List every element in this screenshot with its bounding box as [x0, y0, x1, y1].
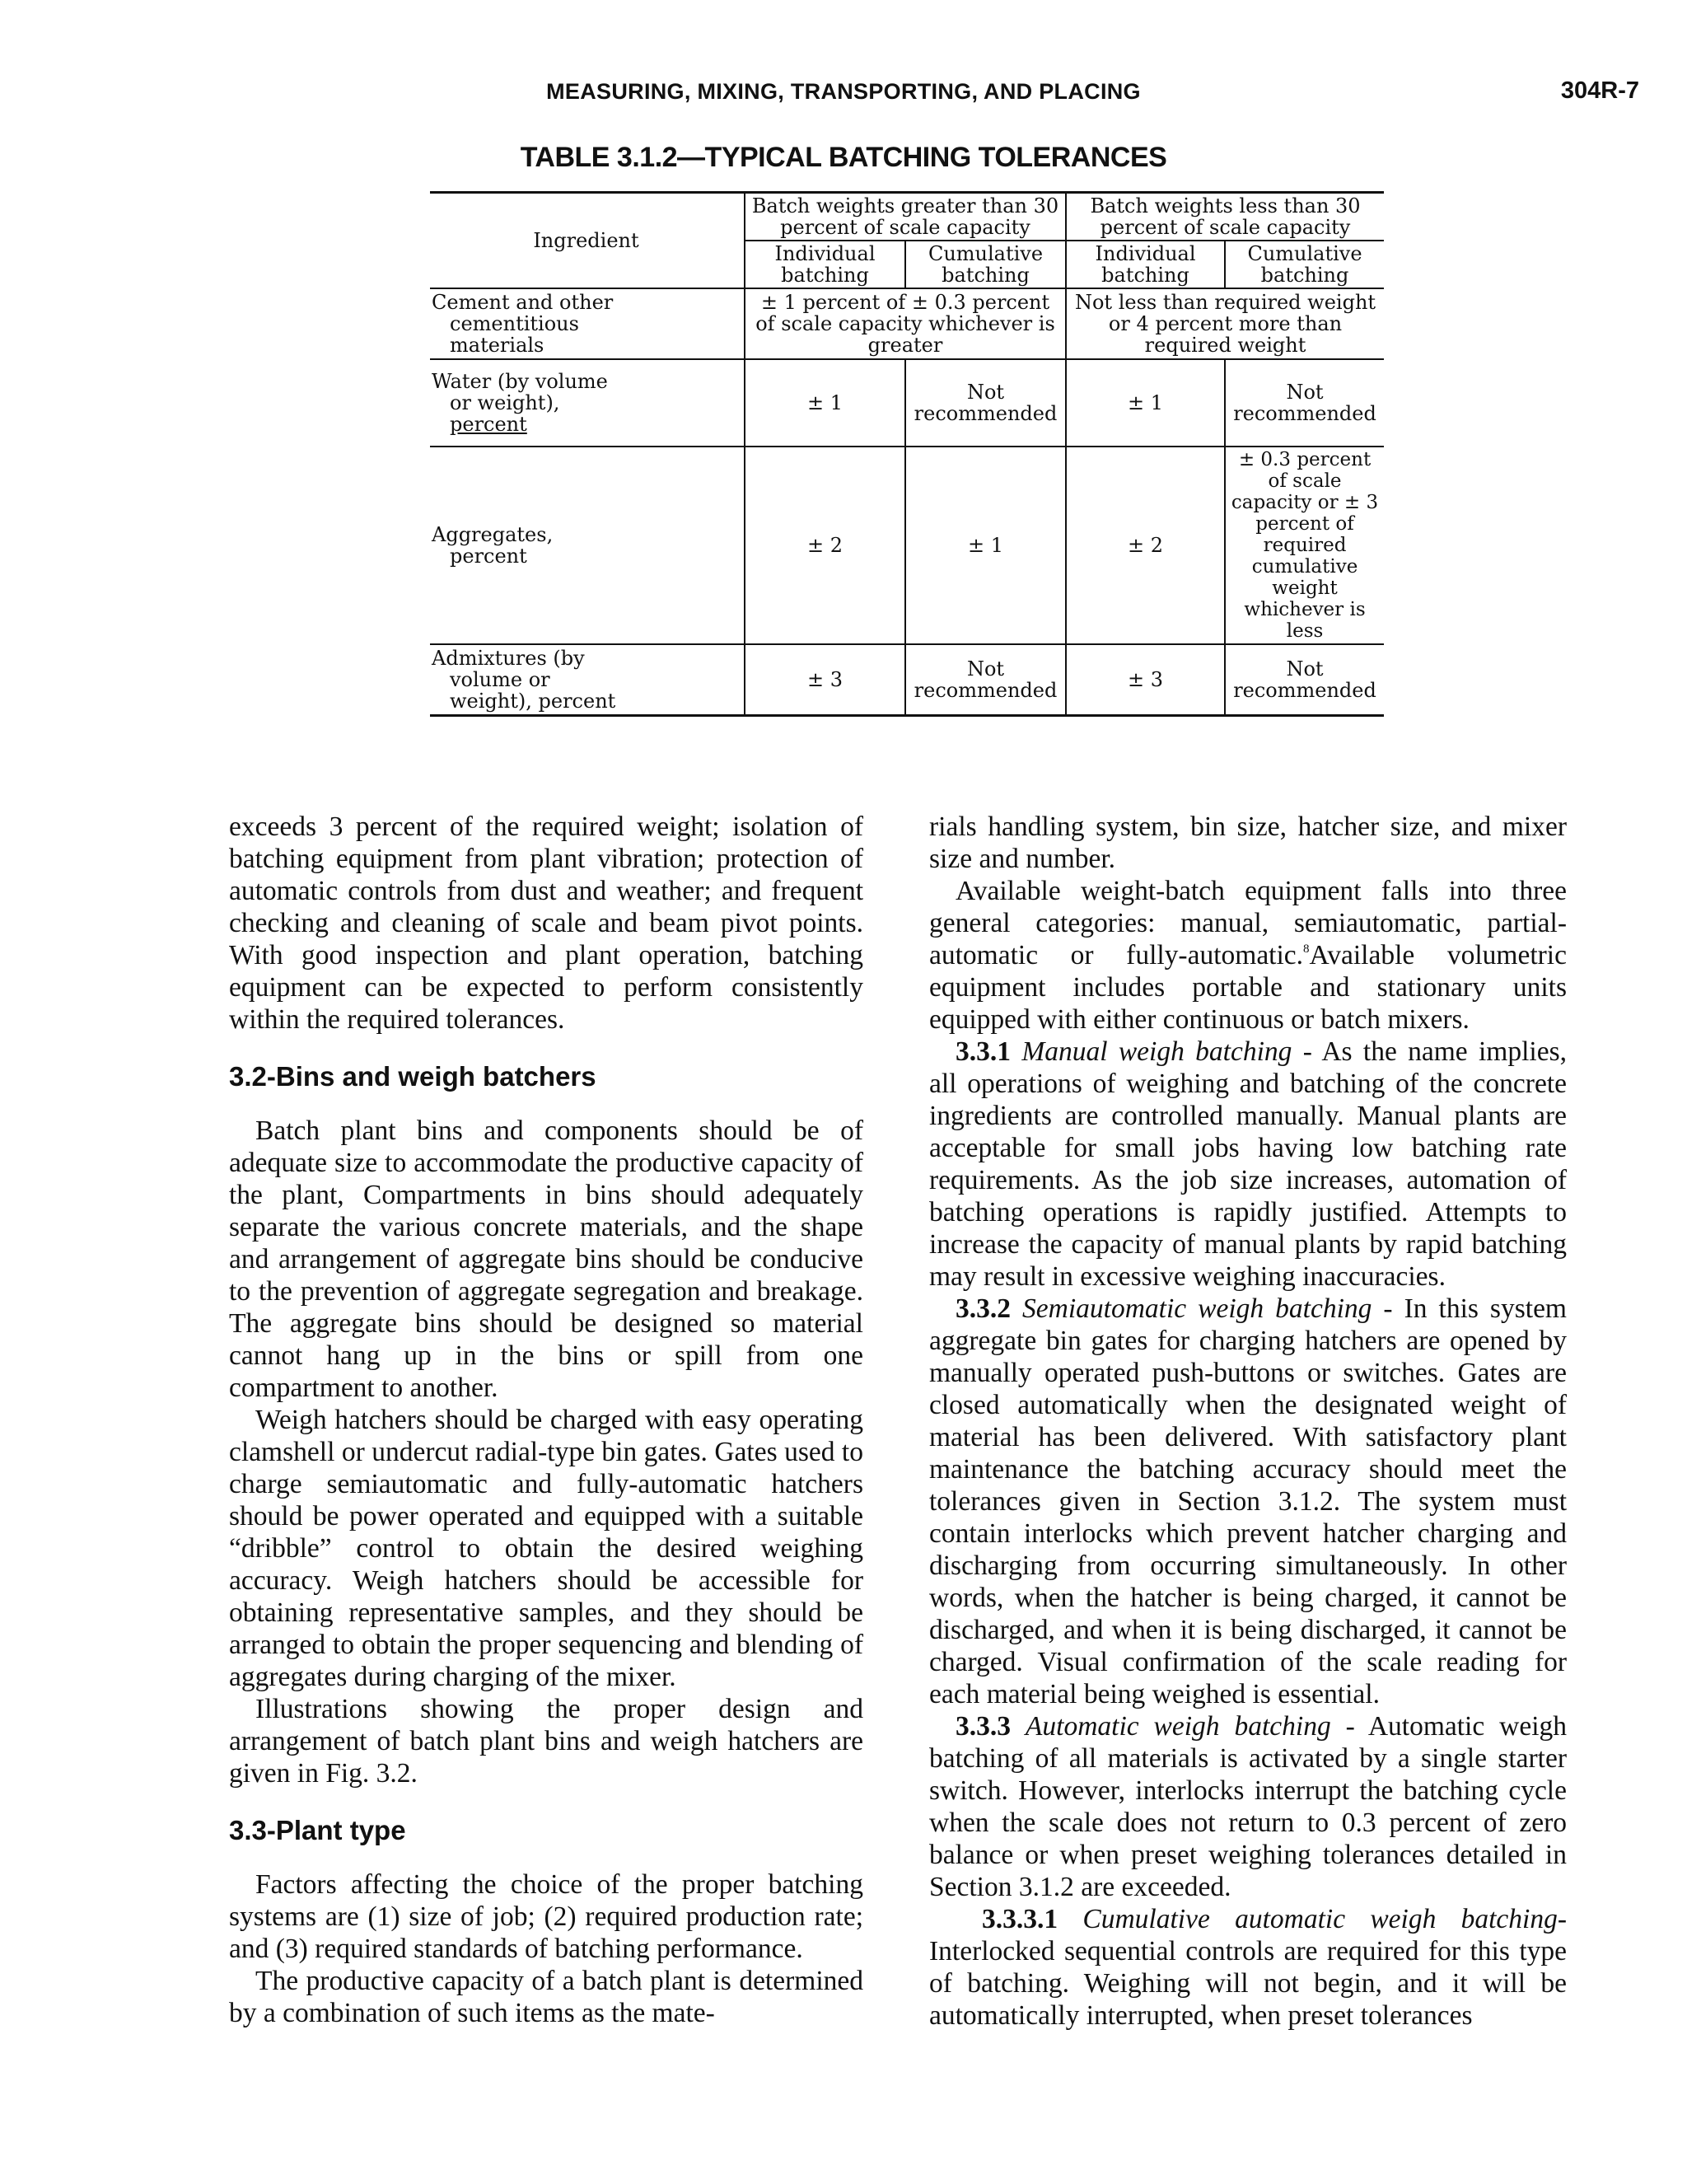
header-gt-cumulative: Cumulative batching: [905, 241, 1066, 288]
subsection-title: Semiautomatic weigh batching: [1022, 1293, 1372, 1324]
reference-marker: 8: [1303, 942, 1310, 956]
ingredient-text: Cement and other: [432, 291, 614, 314]
header-lt-cumulative: Cumulative batching: [1225, 241, 1384, 288]
water-gt-individual: ± 1: [745, 359, 905, 447]
aggregates-gt-individual: ± 2: [745, 447, 905, 644]
header-less-than-30: Batch weights less than 30 percent of scale capacity: [1066, 193, 1384, 241]
ingredient-text: percent: [450, 413, 527, 436]
left-text-column: [229, 811, 863, 2029]
cement-less-tolerance: Not less than required weight or 4 percent more than required weight: [1066, 288, 1384, 359]
ingredient-water: [430, 359, 745, 447]
table-row-water: [430, 359, 1384, 447]
page-number: 304R-7: [1560, 77, 1639, 104]
paragraph: Illustrations showing the proper design and arrangement of batch plant bins and weigh hatchers are given in Fig. 3.2.: [229, 1694, 863, 1789]
ingredient-admixtures: [430, 644, 745, 715]
subsection-number: 3.3.3: [956, 1711, 1011, 1742]
aggregates-lt-individual: ± 2: [1066, 447, 1225, 644]
subsection-number: 3.3.1: [956, 1036, 1011, 1067]
admixtures-lt-cumulative: Not recommended: [1225, 644, 1384, 715]
ingredient-text: Aggregates,: [432, 523, 554, 546]
table-row-cement: [430, 288, 1384, 359]
ingredient-text: cementitious: [450, 312, 579, 335]
paragraph: [929, 875, 1567, 1036]
subsection-3-3-3-1: [929, 1903, 1567, 2032]
ingredient-text: volume or: [450, 667, 550, 691]
paragraph-text: Available weight-batch equipment falls into three general categories: manual, semiautomatic, partial-automatic or fully-automatic.: [929, 876, 1567, 970]
ingredient-cement: [430, 288, 745, 359]
ingredient-text: or weight),: [450, 391, 560, 414]
aggregates-gt-cumulative: ± 1: [905, 447, 1066, 644]
admixtures-gt-individual: ± 3: [745, 644, 905, 715]
admixtures-gt-cumulative: Not recommended: [905, 644, 1066, 715]
ingredient-text: materials: [450, 334, 544, 357]
paragraph: Factors affecting the choice of the proper batching systems are (1) size of job; (2) required production rate; and (3) required standards of batching performance.: [229, 1869, 863, 1964]
paragraph: The productive capacity of a batch plant is determined by a combination of such items as the mate-: [229, 1966, 863, 2028]
header-gt-individual: Individual batching: [745, 241, 905, 288]
subsection-title: Automatic weigh batching: [1025, 1711, 1331, 1742]
admixtures-lt-individual: ± 3: [1066, 644, 1225, 715]
section-heading-3-3: 3.3-Plant type: [229, 1815, 406, 1845]
ingredient-text: percent: [450, 545, 527, 568]
ingredient-header: Ingredient: [430, 193, 745, 289]
paragraph-text: -Interlocked sequential controls are required for this type of batching. Weighing will not begin, and it will be automatically interrupted, when preset tolerances: [929, 1904, 1568, 2031]
water-lt-individual: ± 1: [1066, 359, 1225, 447]
table-title: TABLE 3.1.2—TYPICAL BATCHING TOLERANCES: [520, 142, 1167, 173]
subsection-3-3-2: [929, 1293, 1567, 1710]
ingredient-text: Admixtures (by: [432, 646, 585, 670]
subsection-title: Manual weigh batching: [1021, 1036, 1292, 1067]
paragraph: Batch plant bins and components should be of adequate size to accommodate the productive capacity of the plant, Compartments in bins should adequately separate the various concrete materials, and the shape and arrangement of aggregate bins should be conducive to the prevention of aggregate segregation and breakage. The aggregate bins should be designed so material cannot hang up in the bins or spill from one compartment to another.: [229, 1115, 863, 1403]
water-lt-cumulative: Not recommended: [1225, 359, 1384, 447]
header-lt-individual: Individual batching: [1066, 241, 1225, 288]
paragraph-text: Available volumetric equipment includes portable and stationary units equipped with either continuous or batch mixers.: [929, 940, 1567, 1035]
ingredient-text: weight), percent: [450, 689, 616, 713]
ingredient-text: Water (by volume: [432, 370, 608, 393]
paragraph: Weigh hatchers should be charged with easy operating clamshell or undercut radial-type bin gates. Gates used to charge semiautomatic and fully-automatic hatchers should be power operated and equipped with a suitable “dribble” control to obtain the desired weighing accuracy. Weigh hatchers should be accessible for obtaining representative samples, and they should be arranged to obtain the proper sequencing and blending of aggregates during charging of the mixer.: [229, 1405, 863, 1692]
subsection-title: Cumulative automatic weigh batching: [1082, 1904, 1558, 1934]
table-header-row-1: [430, 193, 1384, 241]
paragraph: rials handling system, bin size, hatcher size, and mixer size and number.: [929, 811, 1567, 874]
aggregates-lt-cumulative: ± 0.3 percent of scale capacity or ± 3 percent of required cumulative weight whichever is less: [1225, 447, 1384, 644]
ingredient-aggregates: [430, 447, 745, 644]
cement-greater-tolerance: ± 1 percent of ± 0.3 percent of scale capacity whichever is greater: [745, 288, 1066, 359]
subsection-number: 3.3.2: [956, 1293, 1011, 1324]
paragraph-text: - As the name implies, all operations of weighing and batching of the concrete ingredients are controlled manually. Manual plants are acceptable for small jobs having low batching rate requirements. As the job size increases, automation of batching operations is rapidly justified. Attempts to increase the capacity of manual plants by rapid batching may result in excessive weighing inaccuracies.: [929, 1036, 1567, 1292]
table-row-admixtures: [430, 644, 1384, 715]
section-heading-3-2: 3.2-Bins and weigh batchers: [229, 1061, 596, 1092]
header-greater-than-30: Batch weights greater than 30 percent of scale capacity: [745, 193, 1066, 241]
paragraph-text: - Automatic weigh batching of all materials is activated by a single starter switch. However, interlocks interrupt the batching cycle when the scale does not return to 0.3 percent of zero balance or when preset weighing tolerances detailed in Section 3.1.2 are exceeded.: [929, 1711, 1568, 1902]
subsection-3-3-3: [929, 1710, 1567, 1903]
batching-tolerance-table: [430, 191, 1384, 717]
subsection-3-3-1: [929, 1036, 1567, 1293]
paragraph: exceeds 3 percent of the required weight; isolation of batching equipment from plant vibration; protection of automatic controls from dust and weather; and frequent checking and cleaning of scale and beam pivot points. With good inspection and plant operation, batching equipment can be expected to perform consistently within the required tolerances.: [229, 811, 863, 1035]
right-text-column: [929, 811, 1567, 2032]
running-head: MEASURING, MIXING, TRANSPORTING, AND PLACING: [546, 79, 1141, 104]
table-row-aggregates: [430, 447, 1384, 644]
water-gt-cumulative: Not recommended: [905, 359, 1066, 447]
subsection-number: 3.3.3.1: [982, 1904, 1058, 1934]
paragraph-text: - In this system aggregate bin gates for charging hatchers are opened by manually operated push-buttons or switches. Gates are closed automatically when the designated weight of material has been delivered. With satisfactory plant maintenance the batching accuracy should meet the tolerances given in Section 3.1.2. The system must contain interlocks which prevent hatcher charging and discharging from occurring simultaneously. In other words, when the hatcher is being charged, it cannot be discharged, and when it is being discharged, it cannot be charged. Visual confirmation of the scale reading for each material being weighed is essential.: [929, 1293, 1567, 1709]
